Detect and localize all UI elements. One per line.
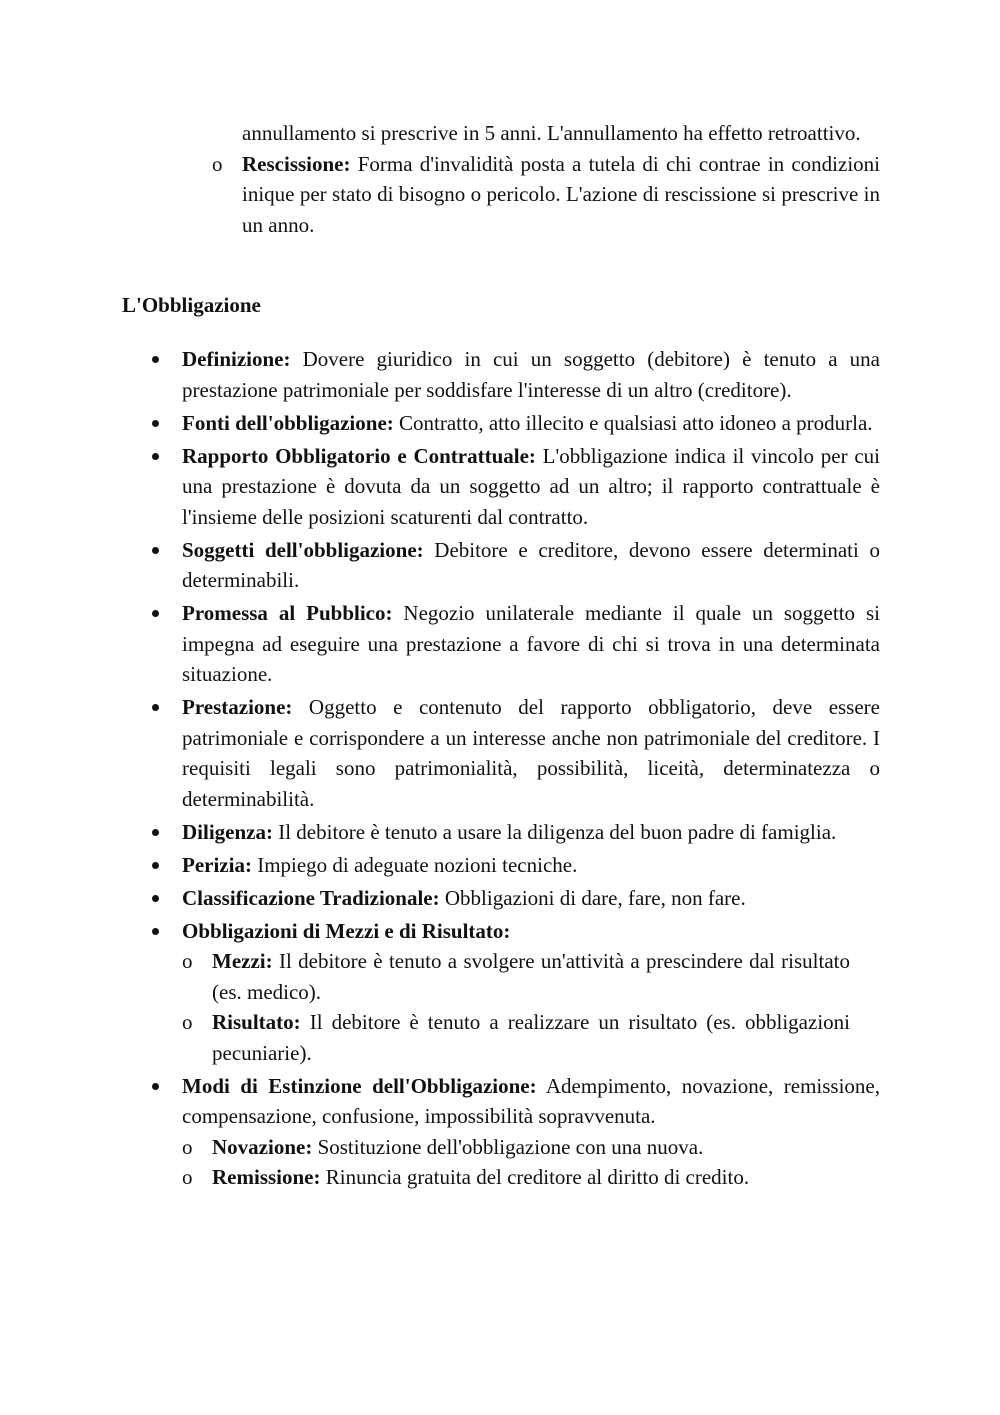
list-item-perizia — [150, 850, 880, 881]
sub-list-item-remissione — [182, 1162, 850, 1193]
term-label: Mezzi: — [212, 949, 273, 973]
term-description: Impiego di adeguate nozioni tecniche. — [251, 852, 578, 877]
bullet-dot-icon — [152, 453, 159, 460]
circle-bullet-icon: o — [212, 151, 223, 176]
sub-list-item-rescissione — [212, 149, 880, 241]
circle-bullet-icon: o — [182, 949, 193, 973]
term-description: Forma d'invalidità posta a tutela di chi contrae in condizioni inique per stato di bisogno o pericolo. L'azione di rescissione si prescrive in un anno. — [242, 151, 880, 237]
bullet-dot-icon — [152, 895, 159, 902]
term-label: Classificazione Tradizionale: — [182, 885, 440, 910]
list-item-classificazione — [150, 883, 880, 914]
term-label: Modi di Estinzione dell'Obbligazione: — [182, 1073, 537, 1098]
term-label: Diligenza: — [182, 819, 273, 844]
term-description: Dovere giuridico in cui un soggetto (debitore) è tenuto a una prestazione patrimoniale per soddisfare l'interesse di un altro (creditore). — [182, 347, 880, 402]
bullet-dot-icon — [152, 829, 159, 836]
bullet-dot-icon — [152, 928, 159, 935]
term-description: Sostituzione dell'obbligazione con una nuova. — [312, 1134, 704, 1159]
sub-list-item-mezzi — [182, 946, 850, 1007]
bullet-dot-icon — [152, 862, 159, 869]
list-item-definizione — [150, 344, 880, 405]
term-description: Oggetto e contenuto del rapporto obbligatorio, deve essere patrimoniale e corrispondere a un interesse anche non patrimoniale del creditore. I requisiti legali sono patrimonialità, possibilità, liceità, determinatezza o determinabilità. — [182, 695, 880, 811]
term-description: Rinuncia gratuita del creditore al diritto di credito. — [320, 1165, 750, 1189]
term-description: Obbligazioni di dare, fare, non fare. — [439, 885, 746, 910]
circle-bullet-icon: o — [182, 1010, 193, 1034]
list-item-soggetti — [150, 535, 880, 596]
term-description: Il debitore è tenuto a realizzare un risultato (es. obbligazioni pecuniarie). — [212, 1010, 850, 1065]
list-item-estinzione — [150, 1071, 880, 1193]
bullet-dot-icon — [152, 610, 159, 617]
nested-list — [182, 946, 850, 1068]
bullet-dot-icon — [152, 704, 159, 711]
circle-bullet-icon: o — [182, 1165, 193, 1189]
term-label: Risultato: — [212, 1010, 301, 1034]
continuation-text: annullamento si prescrive in 5 anni. L'annullamento ha effetto retroattivo. — [242, 121, 861, 145]
term-label: Definizione: — [182, 347, 291, 371]
sub-list-item-novazione — [182, 1132, 850, 1163]
list-item-promessa — [150, 598, 880, 690]
previous-sublist-continuation — [212, 118, 880, 240]
list-item-prestazione — [150, 692, 880, 814]
bullet-dot-icon — [152, 1083, 159, 1090]
term-description: Contratto, atto illecito e qualsiasi atto idoneo a produrla. — [393, 410, 873, 435]
list-item-fonti — [150, 408, 880, 439]
term-description: Il debitore è tenuto a usare la diligenza del buon padre di famiglia. — [272, 819, 837, 844]
circle-bullet-icon: o — [182, 1134, 193, 1159]
bullet-list — [150, 344, 880, 1195]
sub-list-item-risultato — [182, 1007, 850, 1068]
section-heading: L'Obbligazione — [122, 293, 261, 317]
term-label: Promessa al Pubblico: — [182, 601, 393, 625]
term-description: Negozio unilaterale mediante il quale un soggetto si impegna ad eseguire una prestazione a favore di chi si trova in una determinata situazione. — [182, 601, 880, 686]
bullet-dot-icon — [152, 420, 159, 427]
list-item-mezzi-risultato — [150, 916, 880, 1069]
term-description: Debitore e creditore, devono essere determinati o determinabili. — [182, 537, 880, 592]
term-label: Obbligazioni di Mezzi e di Risultato: — [182, 918, 511, 943]
term-description: L'obbligazione indica il vincolo per cui una prestazione è dovuta da un soggetto ad un altro; il rapporto contrattuale è l'insieme delle posizioni scaturenti dal contratto. — [182, 443, 880, 529]
bullet-dot-icon — [152, 356, 159, 363]
term-label: Novazione: — [212, 1134, 313, 1159]
term-label: Perizia: — [182, 852, 252, 877]
bullet-dot-icon — [152, 547, 159, 554]
list-item-rapporto — [150, 441, 880, 533]
term-label: Rapporto Obbligatorio e Contrattuale: — [182, 443, 536, 468]
nested-list — [182, 1132, 850, 1193]
term-label: Remissione: — [212, 1165, 321, 1189]
term-label: Soggetti dell'obbligazione: — [182, 537, 424, 562]
term-label: Fonti dell'obbligazione: — [182, 410, 394, 435]
term-description: Il debitore è tenuto a svolgere un'attività a prescindere dal risultato (es. medico). — [212, 949, 850, 1004]
term-label: Prestazione: — [182, 695, 293, 719]
list-item-diligenza — [150, 817, 880, 848]
term-description: Adempimento, novazione, remissione, compensazione, confusione, impossibilità sopravvenuta. — [182, 1073, 880, 1128]
term-label: Rescissione: — [242, 151, 351, 176]
